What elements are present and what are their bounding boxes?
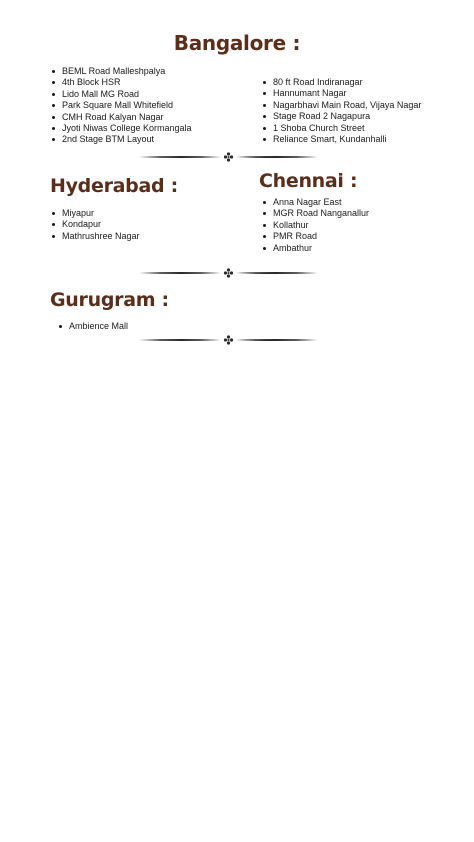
ornamental-flourish-icon — [139, 335, 318, 344]
list-item: Jyoti Niwas College Kormangala — [50, 123, 192, 134]
list-item: 2nd Stage BTM Layout — [50, 134, 192, 145]
list-item: 4th Block HSR — [50, 77, 192, 88]
list-item: 1 Shoba Church Street — [261, 123, 421, 134]
bangalore-right-list — [261, 77, 421, 145]
list-item: Hannumant Nagar — [261, 88, 421, 99]
section-divider — [137, 268, 320, 278]
list-item: Kondapur — [50, 219, 140, 230]
list-item: Kollathur — [261, 220, 369, 231]
list-item: Anna Nagar East — [261, 197, 369, 208]
list-item: Nagarbhavi Main Road, Vijaya Nagar — [261, 100, 421, 111]
list-item: CMH Road Kalyan Nagar — [50, 112, 192, 123]
list-item: BEML Road Malleshpalya — [50, 66, 192, 77]
list-item: Stage Road 2 Nagapura — [261, 111, 421, 122]
hyderabad-list — [50, 208, 140, 242]
list-item: Park Square Mall Whitefield — [50, 100, 192, 111]
list-item: Mathrushree Nagar — [50, 231, 140, 242]
section-divider — [137, 335, 320, 345]
list-item: Ambience Mall — [57, 321, 128, 332]
gurugram-list — [57, 321, 128, 332]
section-divider — [137, 152, 320, 162]
list-item: 80 ft Road Indiranagar — [261, 77, 421, 88]
hyderabad-heading: Hyderabad : — [50, 175, 178, 197]
gurugram-heading: Gurugram : — [50, 289, 169, 311]
bangalore-heading: Bangalore : — [173, 31, 301, 55]
ornamental-flourish-icon — [139, 268, 318, 277]
chennai-list — [261, 197, 369, 254]
ornamental-flourish-icon — [139, 152, 318, 161]
list-item: MGR Road Nanganallur — [261, 208, 369, 219]
list-item: Lido Mall MG Road — [50, 89, 192, 100]
list-item: PMR Road — [261, 231, 369, 242]
list-item: Ambathur — [261, 243, 369, 254]
list-item: Reliance Smart, Kundanhalli — [261, 134, 421, 145]
chennai-heading: Chennai : — [259, 170, 358, 192]
list-item: Miyapur — [50, 208, 140, 219]
bangalore-left-list — [50, 66, 192, 146]
